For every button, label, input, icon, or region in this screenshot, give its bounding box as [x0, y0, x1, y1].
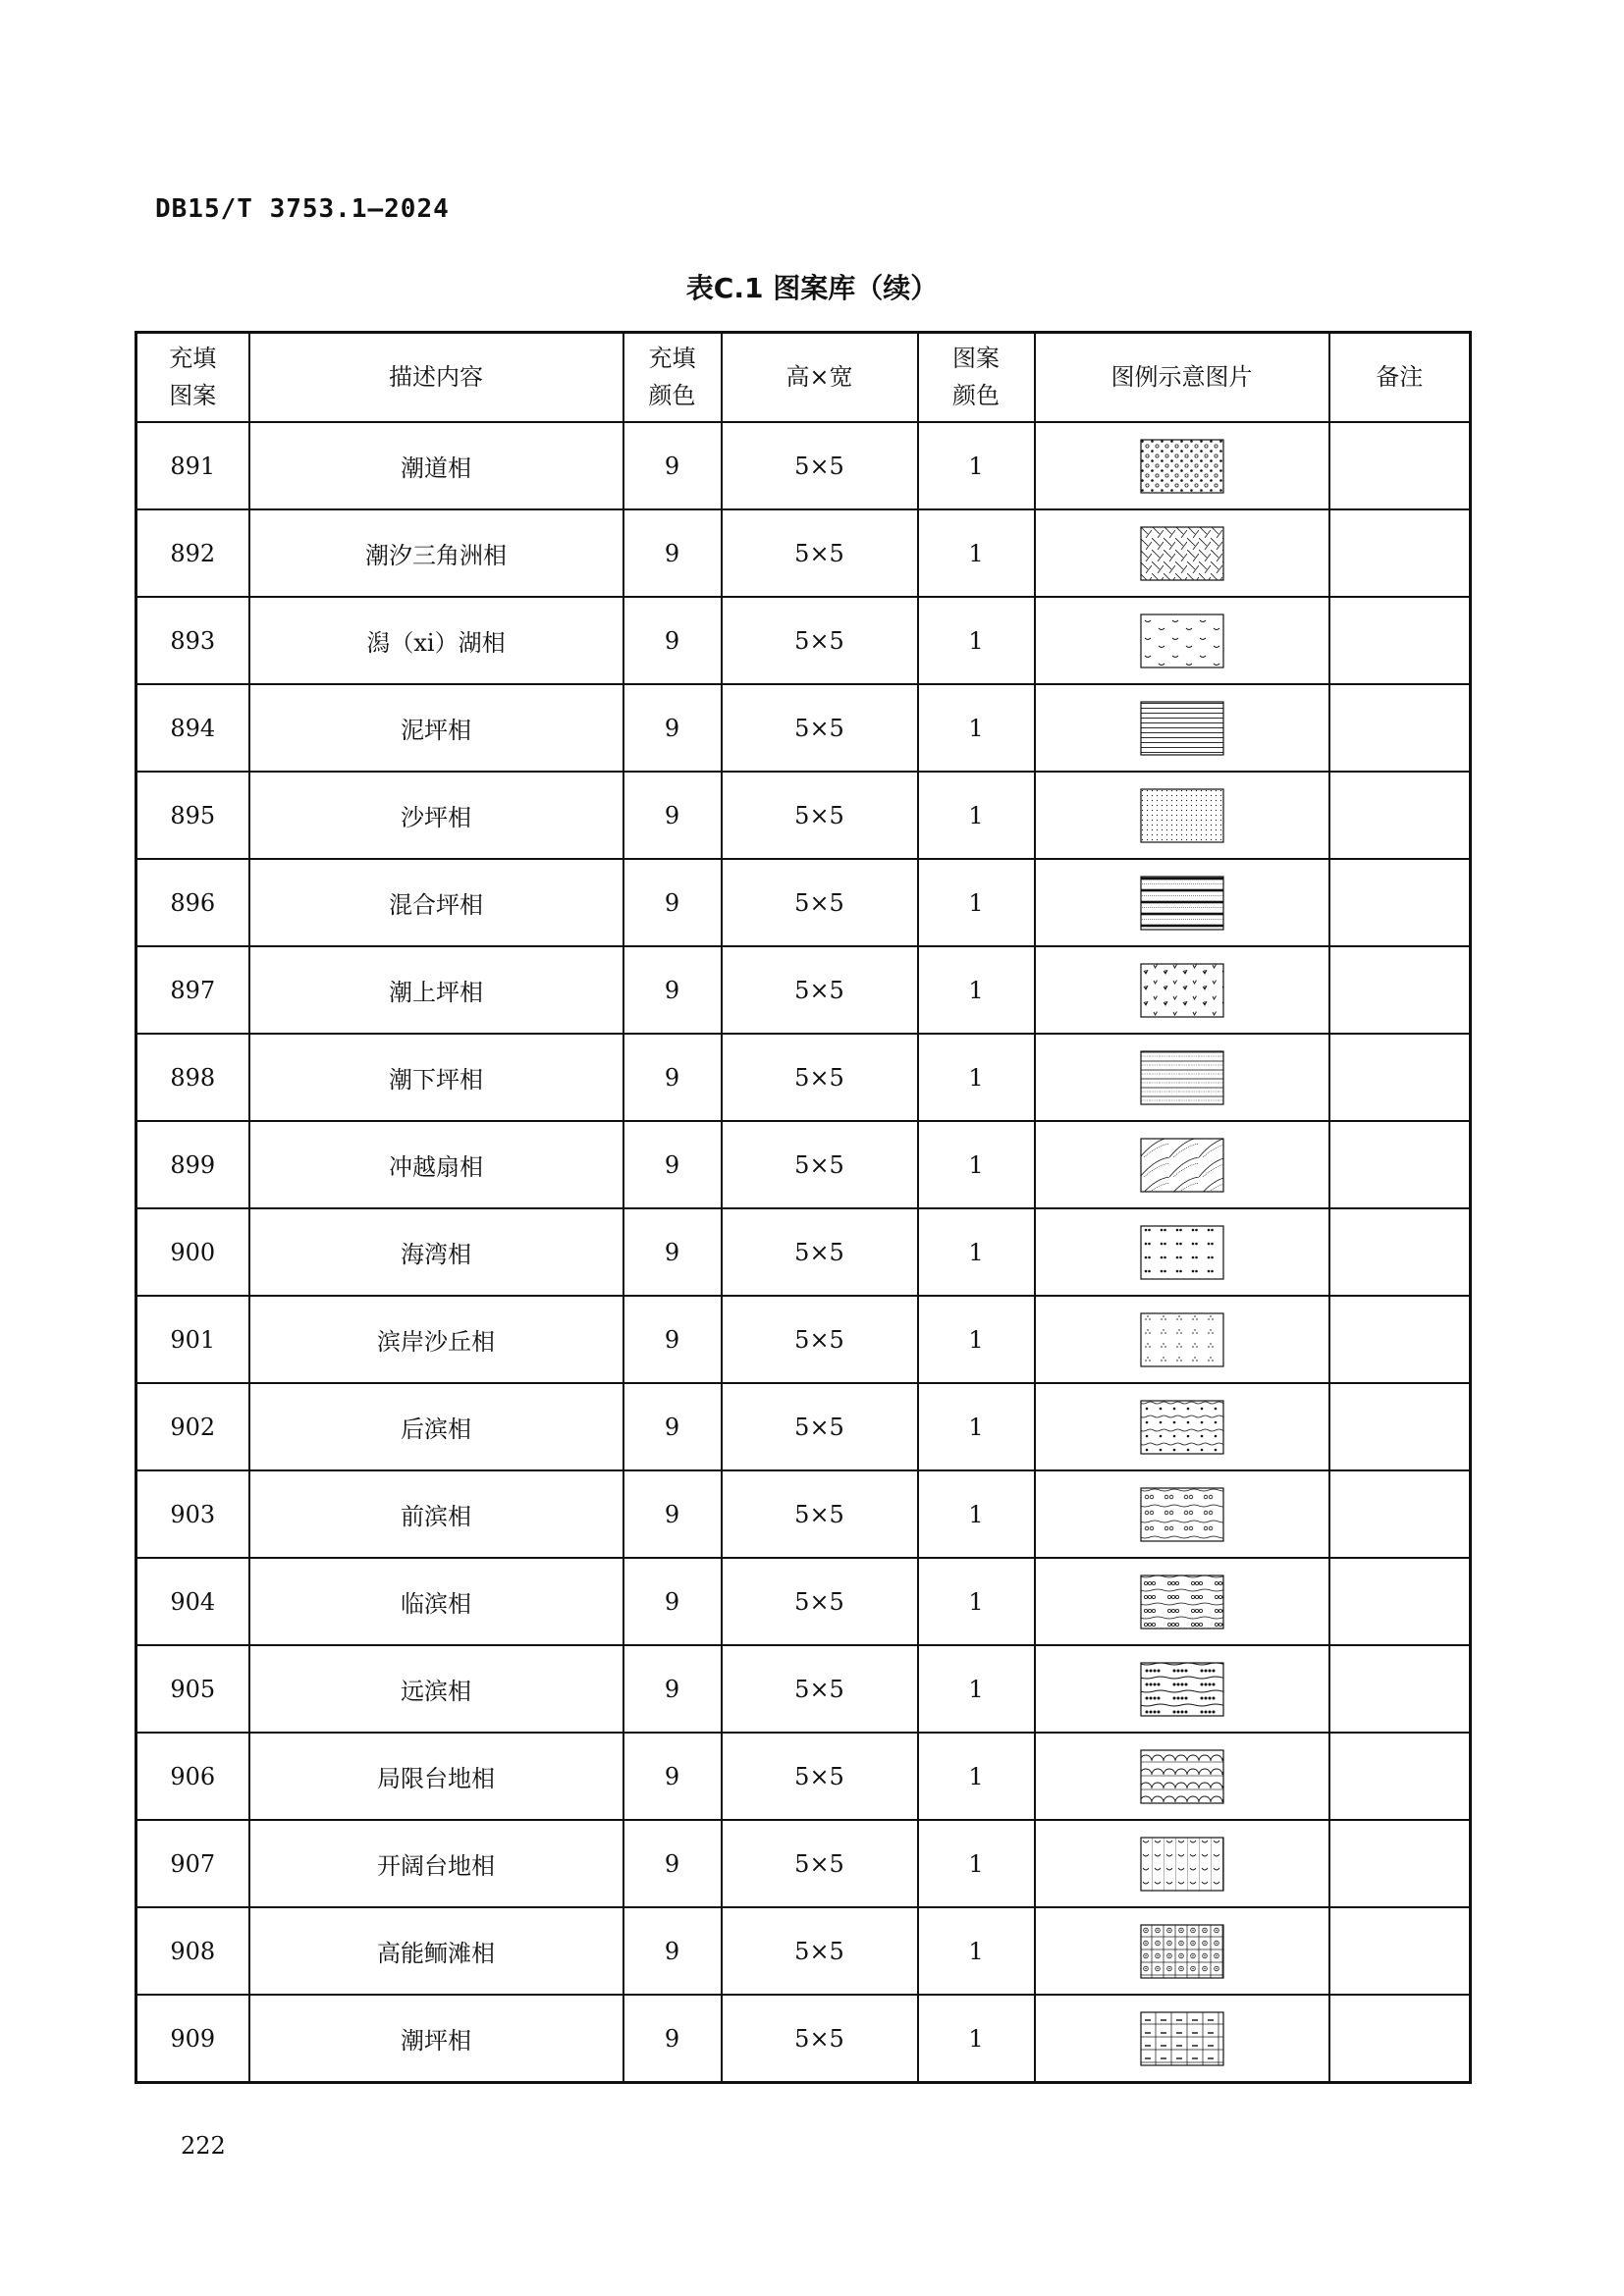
cell-description: 后滨相 [249, 1383, 623, 1470]
cell-size: 5×5 [722, 1383, 918, 1470]
pattern-library-table [135, 331, 1472, 2084]
cell-pattern-id: 901 [136, 1296, 249, 1383]
cell-fill-color: 9 [623, 684, 722, 772]
cell-description: 潮上坪相 [249, 946, 623, 1034]
cell-legend-image [1035, 1558, 1329, 1645]
cell-size: 5×5 [722, 1034, 918, 1121]
cell-size: 5×5 [722, 1907, 918, 1995]
thick-thin-lines-pattern [1140, 876, 1224, 931]
cell-legend-image [1035, 1733, 1329, 1820]
cell-size: 5×5 [722, 1296, 918, 1383]
cell-fill-color: 9 [623, 1907, 722, 1995]
col-header-pattern-color: 图案 颜色 [918, 333, 1035, 423]
cell-pattern-color: 1 [918, 772, 1035, 859]
cell-legend-image [1035, 772, 1329, 859]
table-row [136, 1558, 1471, 1645]
cell-pattern-id: 894 [136, 684, 249, 772]
cell-pattern-color: 1 [918, 1820, 1035, 1907]
cell-remarks [1329, 1820, 1471, 1907]
cell-fill-color: 9 [623, 1034, 722, 1121]
cell-size: 5×5 [722, 684, 918, 772]
cell-size: 5×5 [722, 1121, 918, 1208]
cell-fill-color: 9 [623, 859, 722, 946]
cell-description: 局限台地相 [249, 1733, 623, 1820]
cell-fill-color: 9 [623, 509, 722, 597]
cell-description: 海湾相 [249, 1208, 623, 1296]
cell-fill-color: 9 [623, 1645, 722, 1733]
cell-size: 5×5 [722, 509, 918, 597]
cell-fill-color: 9 [623, 1558, 722, 1645]
cell-legend-image [1035, 1820, 1329, 1907]
cell-remarks [1329, 1907, 1471, 1995]
cell-fill-color: 9 [623, 1121, 722, 1208]
cell-legend-image [1035, 859, 1329, 946]
cell-pattern-color: 1 [918, 1208, 1035, 1296]
cell-legend-image [1035, 1208, 1329, 1296]
diagonal-dash-pattern [1140, 526, 1224, 581]
table-header-row [136, 333, 1471, 423]
dots-circles-pattern [1140, 439, 1224, 494]
cell-size: 5×5 [722, 1208, 918, 1296]
cell-pattern-id: 902 [136, 1383, 249, 1470]
cell-remarks [1329, 772, 1471, 859]
cell-fill-color: 9 [623, 1208, 722, 1296]
cell-fill-color: 9 [623, 1733, 722, 1820]
cell-remarks [1329, 1995, 1471, 2083]
table-row [136, 859, 1471, 946]
cell-remarks [1329, 1645, 1471, 1733]
table-row [136, 1733, 1471, 1820]
cell-description: 潮汐三角洲相 [249, 509, 623, 597]
cell-size: 5×5 [722, 1733, 918, 1820]
brick-dash-pattern [1140, 2011, 1224, 2066]
cell-pattern-color: 1 [918, 1907, 1035, 1995]
cell-pattern-color: 1 [918, 1034, 1035, 1121]
wave-quad-circle-pattern [1140, 1662, 1224, 1717]
cell-legend-image [1035, 1034, 1329, 1121]
cell-fill-color: 9 [623, 1995, 722, 2083]
cell-remarks [1329, 1034, 1471, 1121]
cell-legend-image [1035, 509, 1329, 597]
cell-pattern-color: 1 [918, 1383, 1035, 1470]
cell-description: 开阔台地相 [249, 1820, 623, 1907]
table-row [136, 772, 1471, 859]
cell-fill-color: 9 [623, 1383, 722, 1470]
col-header-fill-pattern: 充填 图案 [136, 333, 249, 423]
fan-lobe-pattern [1140, 1138, 1224, 1193]
cell-size: 5×5 [722, 1645, 918, 1733]
cell-size: 5×5 [722, 422, 918, 509]
cell-fill-color: 9 [623, 1820, 722, 1907]
cell-size: 5×5 [722, 1820, 918, 1907]
cell-remarks [1329, 1558, 1471, 1645]
cell-size: 5×5 [722, 597, 918, 684]
cell-description: 前滨相 [249, 1470, 623, 1558]
cell-pattern-id: 898 [136, 1034, 249, 1121]
cell-legend-image [1035, 1907, 1329, 1995]
cell-size: 5×5 [722, 1470, 918, 1558]
table-row [136, 1907, 1471, 1995]
cell-size: 5×5 [722, 772, 918, 859]
table-row [136, 1995, 1471, 2083]
standard-code: DB15/T 3753.1—2024 [155, 194, 450, 224]
table-row [136, 1820, 1471, 1907]
cell-pattern-id: 891 [136, 422, 249, 509]
table-row [136, 1121, 1471, 1208]
oolite-grid-pattern [1140, 1924, 1224, 1979]
col-header-remarks: 备注 [1329, 333, 1471, 423]
cell-description: 潟（xi）湖相 [249, 597, 623, 684]
cell-description: 潮下坪相 [249, 1034, 623, 1121]
cell-legend-image [1035, 422, 1329, 509]
cell-remarks [1329, 859, 1471, 946]
cell-size: 5×5 [722, 1558, 918, 1645]
cell-description: 混合坪相 [249, 859, 623, 946]
cell-pattern-id: 893 [136, 597, 249, 684]
fine-dots-pattern [1140, 788, 1224, 843]
cell-pattern-id: 909 [136, 1995, 249, 2083]
wave-triple-circle-pattern [1140, 1575, 1224, 1629]
cell-pattern-color: 1 [918, 1995, 1035, 2083]
table-row [136, 1034, 1471, 1121]
cell-legend-image [1035, 1383, 1329, 1470]
cell-remarks [1329, 1383, 1471, 1470]
cell-description: 沙坪相 [249, 772, 623, 859]
cell-description: 滨岸沙丘相 [249, 1296, 623, 1383]
col-header-description: 描述内容 [249, 333, 623, 423]
cell-legend-image [1035, 1470, 1329, 1558]
cell-fill-color: 9 [623, 946, 722, 1034]
cell-remarks [1329, 946, 1471, 1034]
cell-pattern-color: 1 [918, 1121, 1035, 1208]
cell-pattern-id: 899 [136, 1121, 249, 1208]
cell-legend-image [1035, 1645, 1329, 1733]
cell-fill-color: 9 [623, 597, 722, 684]
cell-legend-image [1035, 1296, 1329, 1383]
table-row [136, 422, 1471, 509]
cell-pattern-color: 1 [918, 1470, 1035, 1558]
page-number: 222 [181, 2132, 226, 2160]
dune-dots-pattern [1140, 1312, 1224, 1367]
cell-remarks [1329, 684, 1471, 772]
cell-pattern-id: 904 [136, 1558, 249, 1645]
cell-remarks [1329, 509, 1471, 597]
cell-pattern-color: 1 [918, 422, 1035, 509]
cell-pattern-color: 1 [918, 1645, 1035, 1733]
cell-fill-color: 9 [623, 772, 722, 859]
table-row [136, 509, 1471, 597]
cell-remarks [1329, 1470, 1471, 1558]
table-row [136, 1383, 1471, 1470]
cell-size: 5×5 [722, 946, 918, 1034]
col-header-size: 高×宽 [722, 333, 918, 423]
cell-legend-image [1035, 1121, 1329, 1208]
cell-description: 泥坪相 [249, 684, 623, 772]
table-row [136, 597, 1471, 684]
cell-pattern-color: 1 [918, 597, 1035, 684]
cell-pattern-id: 908 [136, 1907, 249, 1995]
cell-remarks [1329, 1733, 1471, 1820]
cell-description: 高能鲕滩相 [249, 1907, 623, 1995]
table-row [136, 684, 1471, 772]
col-header-legend-image: 图例示意图片 [1035, 333, 1329, 423]
cell-legend-image [1035, 1995, 1329, 2083]
cell-remarks [1329, 422, 1471, 509]
cell-pattern-color: 1 [918, 509, 1035, 597]
table-title: 表C.1 图案库（续） [685, 272, 939, 304]
table-row [136, 1470, 1471, 1558]
cell-size: 5×5 [722, 859, 918, 946]
cell-pattern-id: 907 [136, 1820, 249, 1907]
wave-dots-pattern [1140, 1400, 1224, 1455]
cell-fill-color: 9 [623, 422, 722, 509]
cell-remarks [1329, 1121, 1471, 1208]
cell-description: 临滨相 [249, 1558, 623, 1645]
grass-tuft-pattern [1140, 963, 1224, 1018]
horizontal-lines-pattern [1140, 701, 1224, 756]
cell-pattern-id: 906 [136, 1733, 249, 1820]
cell-description: 潮道相 [249, 422, 623, 509]
line-dotted-pattern [1140, 1050, 1224, 1105]
cell-remarks [1329, 597, 1471, 684]
cell-description: 冲越扇相 [249, 1121, 623, 1208]
col-header-fill-color: 充填 颜色 [623, 333, 722, 423]
cell-description: 远滨相 [249, 1645, 623, 1733]
cell-pattern-color: 1 [918, 946, 1035, 1034]
cup-grid-pattern [1140, 1837, 1224, 1892]
cell-pattern-color: 1 [918, 1296, 1035, 1383]
cell-legend-image [1035, 946, 1329, 1034]
table-row [136, 946, 1471, 1034]
table-row [136, 1645, 1471, 1733]
cell-description: 潮坪相 [249, 1995, 623, 2083]
cell-remarks [1329, 1296, 1471, 1383]
cell-pattern-id: 895 [136, 772, 249, 859]
cell-pattern-id: 905 [136, 1645, 249, 1733]
small-arc-pattern [1140, 614, 1224, 668]
cell-pattern-id: 892 [136, 509, 249, 597]
cell-pattern-color: 1 [918, 1558, 1035, 1645]
arch-row-pattern [1140, 1749, 1224, 1804]
cell-pattern-id: 903 [136, 1470, 249, 1558]
cell-pattern-id: 897 [136, 946, 249, 1034]
table-row [136, 1208, 1471, 1296]
cell-legend-image [1035, 597, 1329, 684]
cell-fill-color: 9 [623, 1296, 722, 1383]
cell-legend-image [1035, 684, 1329, 772]
cell-pattern-id: 896 [136, 859, 249, 946]
wave-double-circle-pattern [1140, 1487, 1224, 1542]
cell-size: 5×5 [722, 1995, 918, 2083]
cell-pattern-color: 1 [918, 1733, 1035, 1820]
cell-pattern-color: 1 [918, 684, 1035, 772]
table-row [136, 1296, 1471, 1383]
cell-pattern-color: 1 [918, 859, 1035, 946]
cell-remarks [1329, 1208, 1471, 1296]
cell-pattern-id: 900 [136, 1208, 249, 1296]
cell-fill-color: 9 [623, 1470, 722, 1558]
dot-pair-pattern [1140, 1225, 1224, 1280]
